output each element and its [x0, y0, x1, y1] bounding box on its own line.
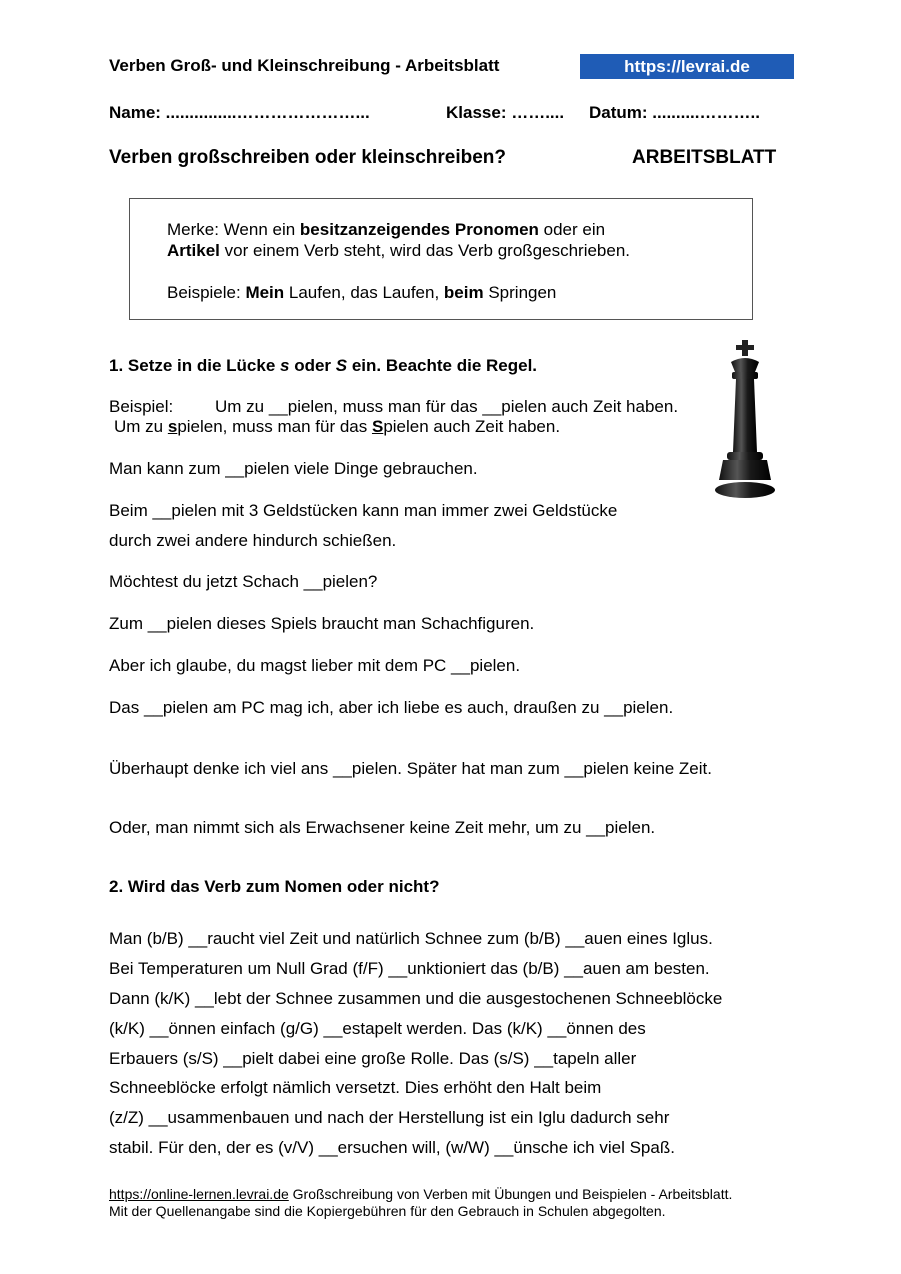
answer-text: Um zu	[114, 417, 168, 436]
story-line: Man (b/B) __raucht viel Zeit und natürlich Schnee zum (b/B) __auen eines Iglus.	[109, 929, 713, 948]
exercise-sentence: Man kann zum __pielen viele Dinge gebrauchen.	[109, 459, 478, 478]
rule-text: Merke: Wenn ein	[167, 220, 300, 239]
story-line: Schneeblöcke erfolgt nämlich versetzt. Dies erhöht den Halt beim	[109, 1078, 602, 1097]
story-line: stabil. Für den, der es (v/V) __ersuchen will, (w/W) __ünsche ich viel Spaß.	[109, 1138, 675, 1157]
rule-examples	[167, 283, 556, 303]
chess-king-icon	[714, 340, 776, 500]
example-label: Beispiel:	[109, 397, 174, 416]
rule-text: oder ein	[538, 220, 606, 239]
site-badge[interactable]: https://levrai.de	[580, 54, 794, 79]
exercise-sentence: Oder, man nimmt sich als Erwachsener keine Zeit mehr, um zu __pielen.	[109, 818, 656, 837]
footer-line-2: Mit der Quellenangabe sind die Kopiergebühren für den Gebrauch in Schulen abgegolten.	[109, 1203, 666, 1219]
story-line: (z/Z) __usammenbauen und nach der Herstellung ist ein Iglu dadurch sehr	[109, 1108, 670, 1127]
rule-text: Springen	[483, 283, 557, 302]
story-line: (k/K) __önnen einfach (g/G) __estapelt werden. Das (k/K) __önnen des	[109, 1019, 646, 1038]
task1-title-text: ein. Beachte die Regel.	[347, 356, 538, 375]
rule-text: Beispiele:	[167, 283, 246, 302]
rule-emphasis: Mein	[245, 283, 285, 302]
answer-letter: S	[371, 417, 384, 436]
name-field: Name: ...............…………………...	[109, 103, 370, 122]
rule-text: vor einem Verb steht, wird das Verb großgeschrieben.	[219, 241, 631, 260]
task1-title-letter: s	[280, 356, 290, 375]
exercise-sentence: Zum __pielen dieses Spiels braucht man Schachfiguren.	[109, 614, 535, 633]
exercise-sentence: Das __pielen am PC mag ich, aber ich liebe es auch, draußen zu __pielen.	[109, 698, 674, 717]
story-line: Erbauers (s/S) __pielt dabei eine große Rolle. Das (s/S) __tapeln aller	[109, 1049, 637, 1068]
rule-emphasis: beim	[443, 283, 484, 302]
task1-title-letter: S	[335, 356, 348, 375]
example-sentence: Um zu __pielen, muss man für das __pielen auch Zeit haben.	[215, 397, 679, 416]
rule-text: Laufen, das Laufen,	[284, 283, 444, 302]
task2-title: 2. Wird das Verb zum Nomen oder nicht?	[109, 877, 440, 896]
answer-letter: s	[167, 417, 178, 436]
page-heading: Verben großschreiben oder kleinschreiben?	[109, 147, 507, 168]
rule-line-2	[167, 241, 630, 261]
rule-emphasis: Artikel	[167, 241, 220, 260]
exercise-sentence: durch zwei andere hindurch schießen.	[109, 531, 397, 550]
rule-box	[129, 198, 753, 320]
worksheet-label: ARBEITSBLATT	[632, 147, 777, 168]
story-line: Bei Temperaturen um Null Grad (f/F) __unktioniert das (b/B) __auen am besten.	[109, 959, 710, 978]
datum-field: Datum: ..........………..	[589, 103, 760, 122]
rule-line-1	[167, 220, 605, 240]
example-answer	[114, 417, 560, 437]
footer-line-1	[109, 1186, 732, 1202]
answer-text: pielen, muss man für das	[177, 417, 372, 436]
task1-title-text: 1. Setze in die Lücke	[109, 356, 281, 375]
klasse-field: Klasse: ……....	[446, 103, 565, 122]
task1-title-text: oder	[289, 356, 336, 375]
rule-emphasis: besitzanzeigendes Pronomen	[299, 220, 539, 239]
worksheet-title: Verben Groß- und Kleinschreibung - Arbeitsblatt	[109, 56, 500, 75]
exercise-sentence: Beim __pielen mit 3 Geldstücken kann man immer zwei Geldstücke	[109, 501, 618, 520]
footer-link[interactable]: https://online-lernen.levrai.de	[109, 1186, 289, 1202]
exercise-sentence: Aber ich glaube, du magst lieber mit dem PC __pielen.	[109, 656, 521, 675]
exercise-sentence: Möchtest du jetzt Schach __pielen?	[109, 572, 378, 591]
story-line: Dann (k/K) __lebt der Schnee zusammen und die ausgestochenen Schneeblöcke	[109, 989, 723, 1008]
footer-text: Großschreibung von Verben mit Übungen und Beispielen - Arbeitsblatt.	[288, 1186, 733, 1202]
task1-title	[109, 356, 537, 376]
exercise-sentence: Überhaupt denke ich viel ans __pielen. Später hat man zum __pielen keine Zeit.	[109, 759, 712, 778]
answer-text: pielen auch Zeit haben.	[383, 417, 561, 436]
